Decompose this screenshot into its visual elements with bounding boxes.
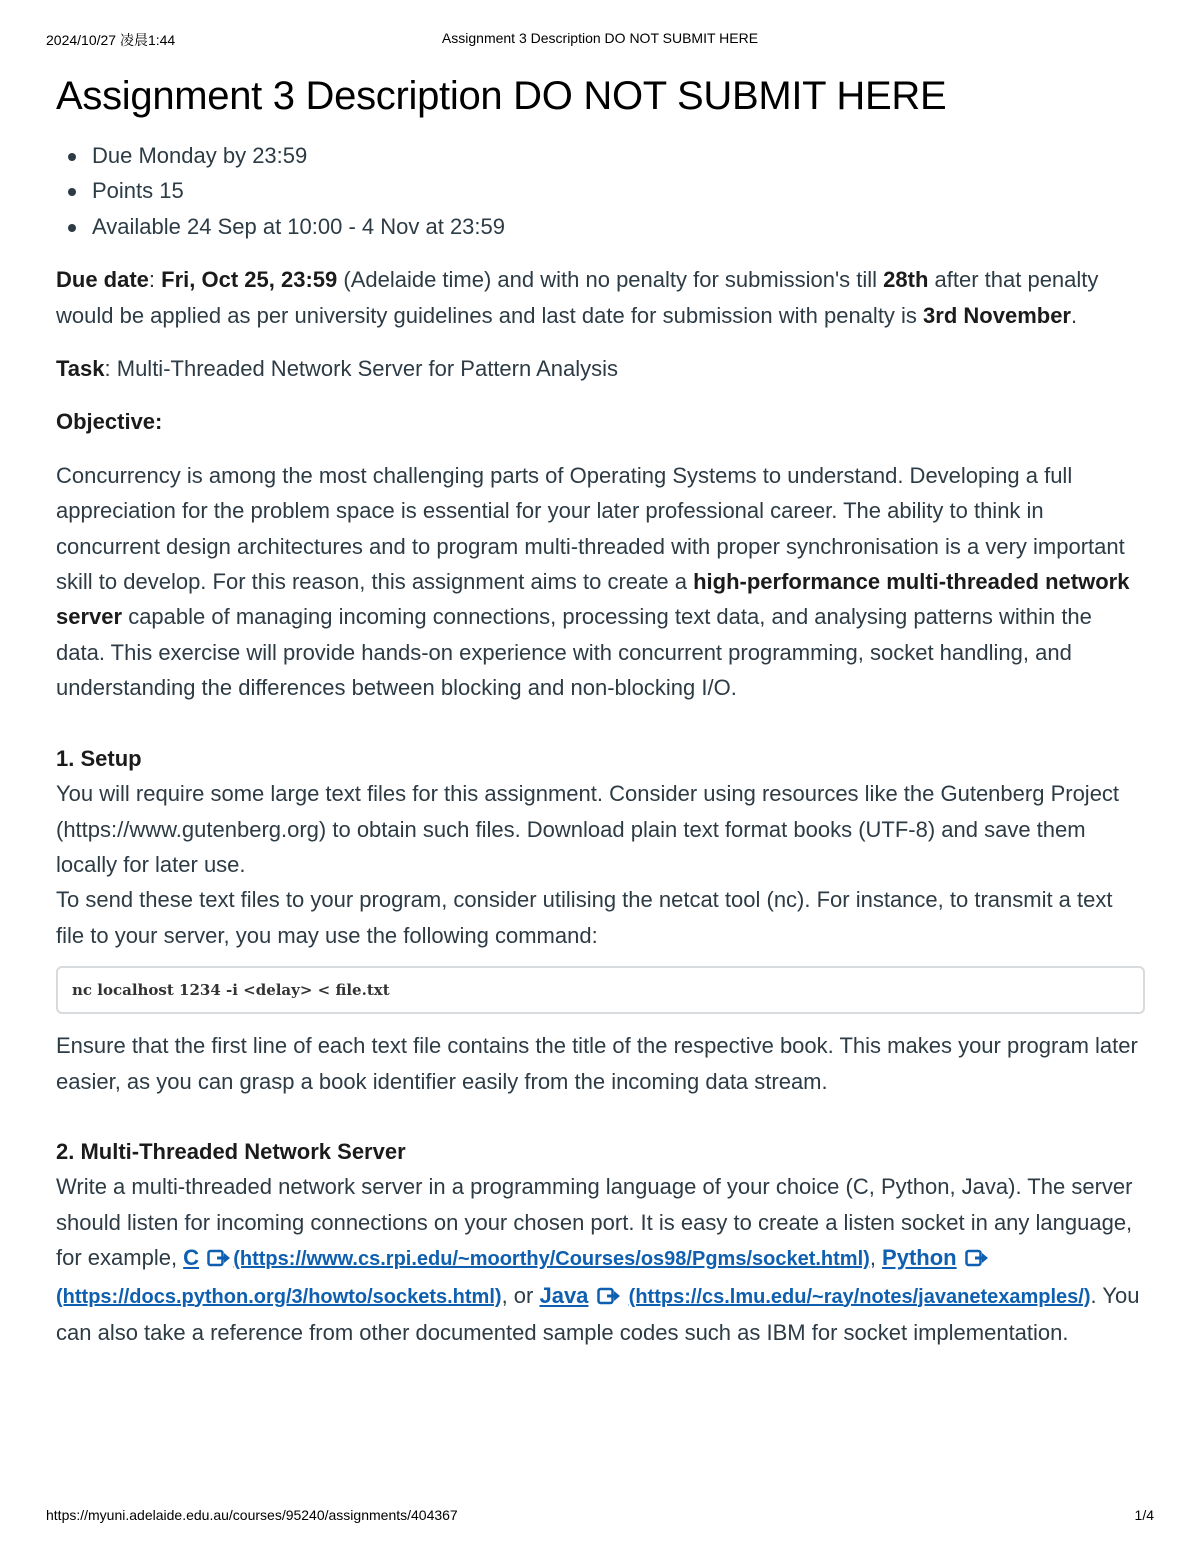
due-date-paragraph — [56, 262, 1146, 333]
setup-paragraph-3: Ensure that the first line of each text file contains the title of the respective book. This makes your program later easier, as you can grasp a book identifier easily from the incoming data stream. — [56, 1033, 1138, 1094]
assignment-details — [56, 138, 1146, 244]
link-java[interactable] — [539, 1283, 588, 1308]
print-title: Assignment 3 Description DO NOT SUBMIT HERE — [441, 30, 759, 46]
objective-bold: high-performance multi-threaded network server — [56, 569, 1130, 630]
due-date-text1: (Adelaide time) and with no penalty for submission's till — [337, 267, 884, 293]
objective-paragraph — [56, 458, 1146, 706]
due-date-text2: after that penalty would be applied as per university guidelines and last date for submission with penalty is — [56, 267, 1099, 328]
assignment-content — [56, 70, 1146, 1350]
link-c-url[interactable]: (https://www.cs.rpi.edu/~moorthy/Courses/os98/Pgms/socket.html) — [233, 1248, 870, 1271]
server-text: Write a multi-threaded network server in a programming language of your choice (C, Python, Java). The server should listen for incoming connections on your chosen port. It is easy to create a listen socket in any language, for example, — [56, 1174, 1133, 1271]
link-separator-1: , — [869, 1245, 883, 1271]
code-block — [56, 966, 1145, 1014]
setup-paragraph-2: To send these text files to your program, consider utilising the netcat tool (nc). For instance, to transmit a text file to your server, you may use the following command: — [56, 887, 1113, 948]
objective-text2: capable of managing incoming connections, processing text data, and analysing patterns within the data. This exercise will provide hands-on experience with concurrent programming, socket handling, and understanding the differences between blocking and non-blocking I/O. — [56, 604, 1092, 701]
page-title: Assignment 3 Description DO NOT SUBMIT HERE — [56, 74, 947, 118]
server-text-end: . You can also take a reference from other documented sample codes such as IBM for socket implementation. — [56, 1282, 1140, 1345]
external-link-icon[interactable] — [207, 1249, 231, 1267]
due-date-last: 3rd November — [923, 302, 1071, 328]
server-paragraph — [56, 1169, 1146, 1350]
due-date-end: . — [1071, 302, 1078, 328]
external-link-icon[interactable] — [597, 1287, 621, 1305]
objective-text1: Concurrency is among the most challenging parts of Operating Systems to understand. Developing a full appreciation for the problem space is essential for your later professional career. The ability to think in concurrent design architectures and to program multi-threaded with proper synchronisation is a very important skill to develop. For this reason, this assignment aims to create a — [56, 462, 1125, 595]
page-url: https://myuni.adelaide.edu.au/courses/95240/assignments/404367 — [46, 1507, 458, 1523]
server-heading: 2. Multi-Threaded Network Server — [56, 1138, 406, 1164]
objective-heading-text: Objective: — [56, 409, 163, 435]
print-footer — [46, 1507, 1154, 1527]
due-date-colon: : — [148, 267, 162, 293]
task-text: : Multi-Threaded Network Server for Pattern Analysis — [104, 356, 619, 382]
setup-paragraph-1: You will require some large text files for this assignment. Consider using resources like the Gutenberg Project (https://www.gutenberg.org) to obtain such files. Download plain text format books (UTF-8) and save them locally for later use. — [56, 781, 1120, 877]
due-date-label: Due date — [56, 267, 149, 293]
link-c[interactable] — [183, 1245, 199, 1270]
link-c-label: C — [183, 1245, 200, 1271]
detail-points: Points 15 — [92, 173, 1146, 208]
objective-heading — [56, 404, 1146, 439]
due-date-till: 28th — [883, 267, 929, 293]
task-paragraph — [56, 351, 1146, 386]
link-separator-2: , or — [501, 1282, 540, 1308]
detail-available: Available 24 Sep at 10:00 - 4 Nov at 23:59 — [92, 209, 1146, 244]
link-java-url[interactable]: (https://cs.lmu.edu/~ray/notes/javanetexamples/) — [628, 1285, 1091, 1308]
page-number: 1/4 — [1134, 1507, 1154, 1523]
detail-due: Due Monday by 23:59 — [92, 138, 1146, 173]
link-python[interactable] — [882, 1245, 957, 1270]
print-date: 2024/10/27 凌晨1:44 — [46, 32, 176, 48]
netcat-command: nc localhost 1234 -i <delay> < file.txt — [72, 981, 390, 1000]
due-date-when: Fri, Oct 25, 23:59 — [161, 267, 338, 293]
link-java-label: Java — [539, 1282, 589, 1308]
external-link-icon[interactable] — [965, 1249, 989, 1267]
print-header — [46, 30, 1154, 50]
task-label: Task — [56, 356, 105, 382]
link-python-label: Python — [882, 1245, 957, 1271]
link-python-url[interactable]: (https://docs.python.org/3/howto/sockets.html) — [56, 1285, 502, 1308]
setup-heading: 1. Setup — [56, 745, 142, 771]
